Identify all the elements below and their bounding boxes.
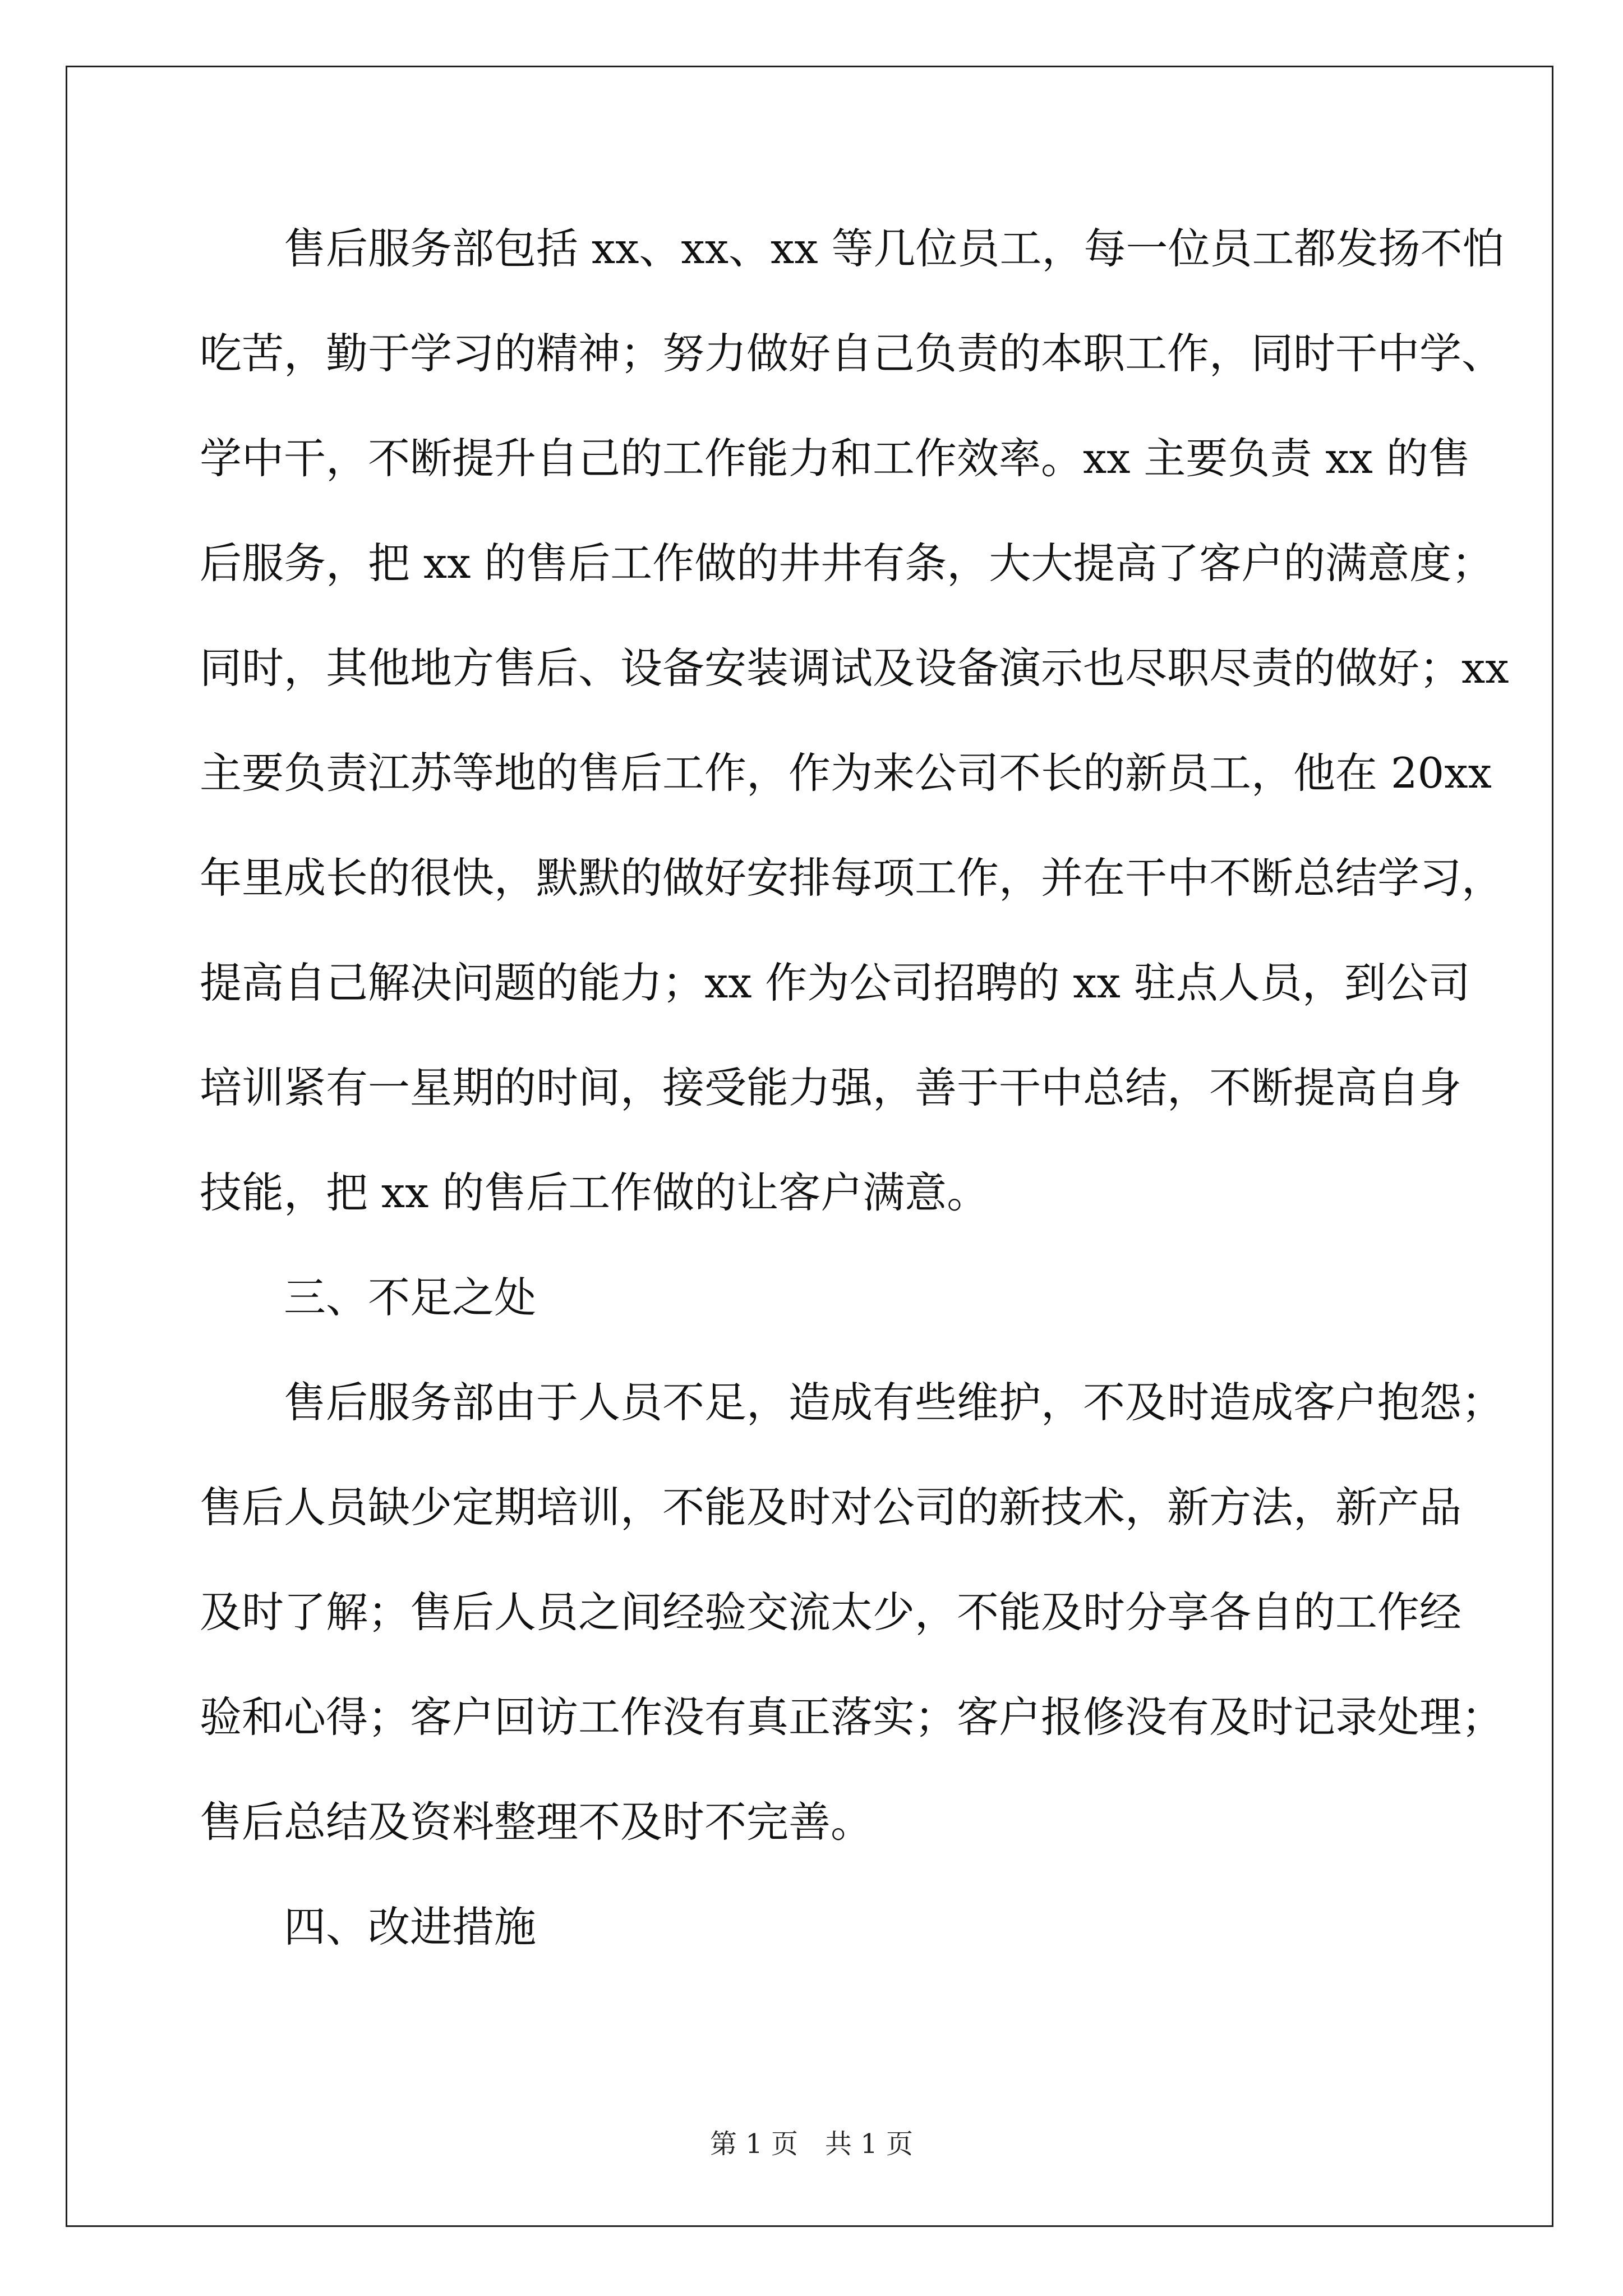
text-line: 售后总结及资料整理不及时不完善。: [200, 1797, 873, 1847]
text-line: 售后服务部包括 xx、xx、xx 等几位员工，每一位员工都发扬不怕: [284, 224, 1505, 273]
document-body: [200, 196, 1509, 1980]
text-line: 后服务，把 xx 的售后工作做的井井有条，大大提高了客户的满意度；: [200, 539, 1494, 588]
text-line: 验和心得；客户回访工作没有真正落实；客户报修没有及时记录处理；: [200, 1692, 1504, 1742]
paragraph-shortcomings: [200, 1350, 1504, 1875]
paragraph-staff: [200, 196, 1509, 1245]
text-line: 提高自己解决问题的能力；xx 作为公司招聘的 xx 驻点人员，到公司: [200, 958, 1470, 1007]
section-heading: 四、改进措施: [284, 1902, 537, 1952]
page-number: 第 1 页 共 1 页: [709, 2128, 914, 2160]
text-line: 吃苦，勤于学习的精神；努力做好自己负责的本职工作，同时干中学、: [200, 329, 1504, 378]
text-line: 年里成长的很快，默默的做好安排每项工作，并在干中不断总结学习，: [200, 853, 1504, 903]
text-line: 主要负责江苏等地的售后工作，作为来公司不长的新员工，他在 20xx: [200, 748, 1492, 798]
text-line: 学中干，不断提升自己的工作能力和工作效率。xx 主要负责 xx 的售: [200, 434, 1470, 483]
section-heading: 三、不足之处: [284, 1273, 537, 1322]
text-line: 技能，把 xx 的售后工作做的让客户满意。: [200, 1168, 989, 1217]
text-line: 售后服务部由于人员不足，造成有些维护，不及时造成客户抱怨；: [284, 1378, 1504, 1427]
text-line: 培训紧有一星期的时间，接受能力强，善于干中总结，不断提高自身: [200, 1063, 1462, 1112]
text-line: 同时，其他地方售后、设备安装调试及设备演示也尽职尽责的做好；xx: [200, 643, 1509, 693]
text-line: 及时了解；售后人员之间经验交流太少，不能及时分享各自的工作经: [200, 1588, 1462, 1637]
text-line: 售后人员缺少定期培训，不能及时对公司的新技术，新方法，新产品: [200, 1483, 1462, 1532]
